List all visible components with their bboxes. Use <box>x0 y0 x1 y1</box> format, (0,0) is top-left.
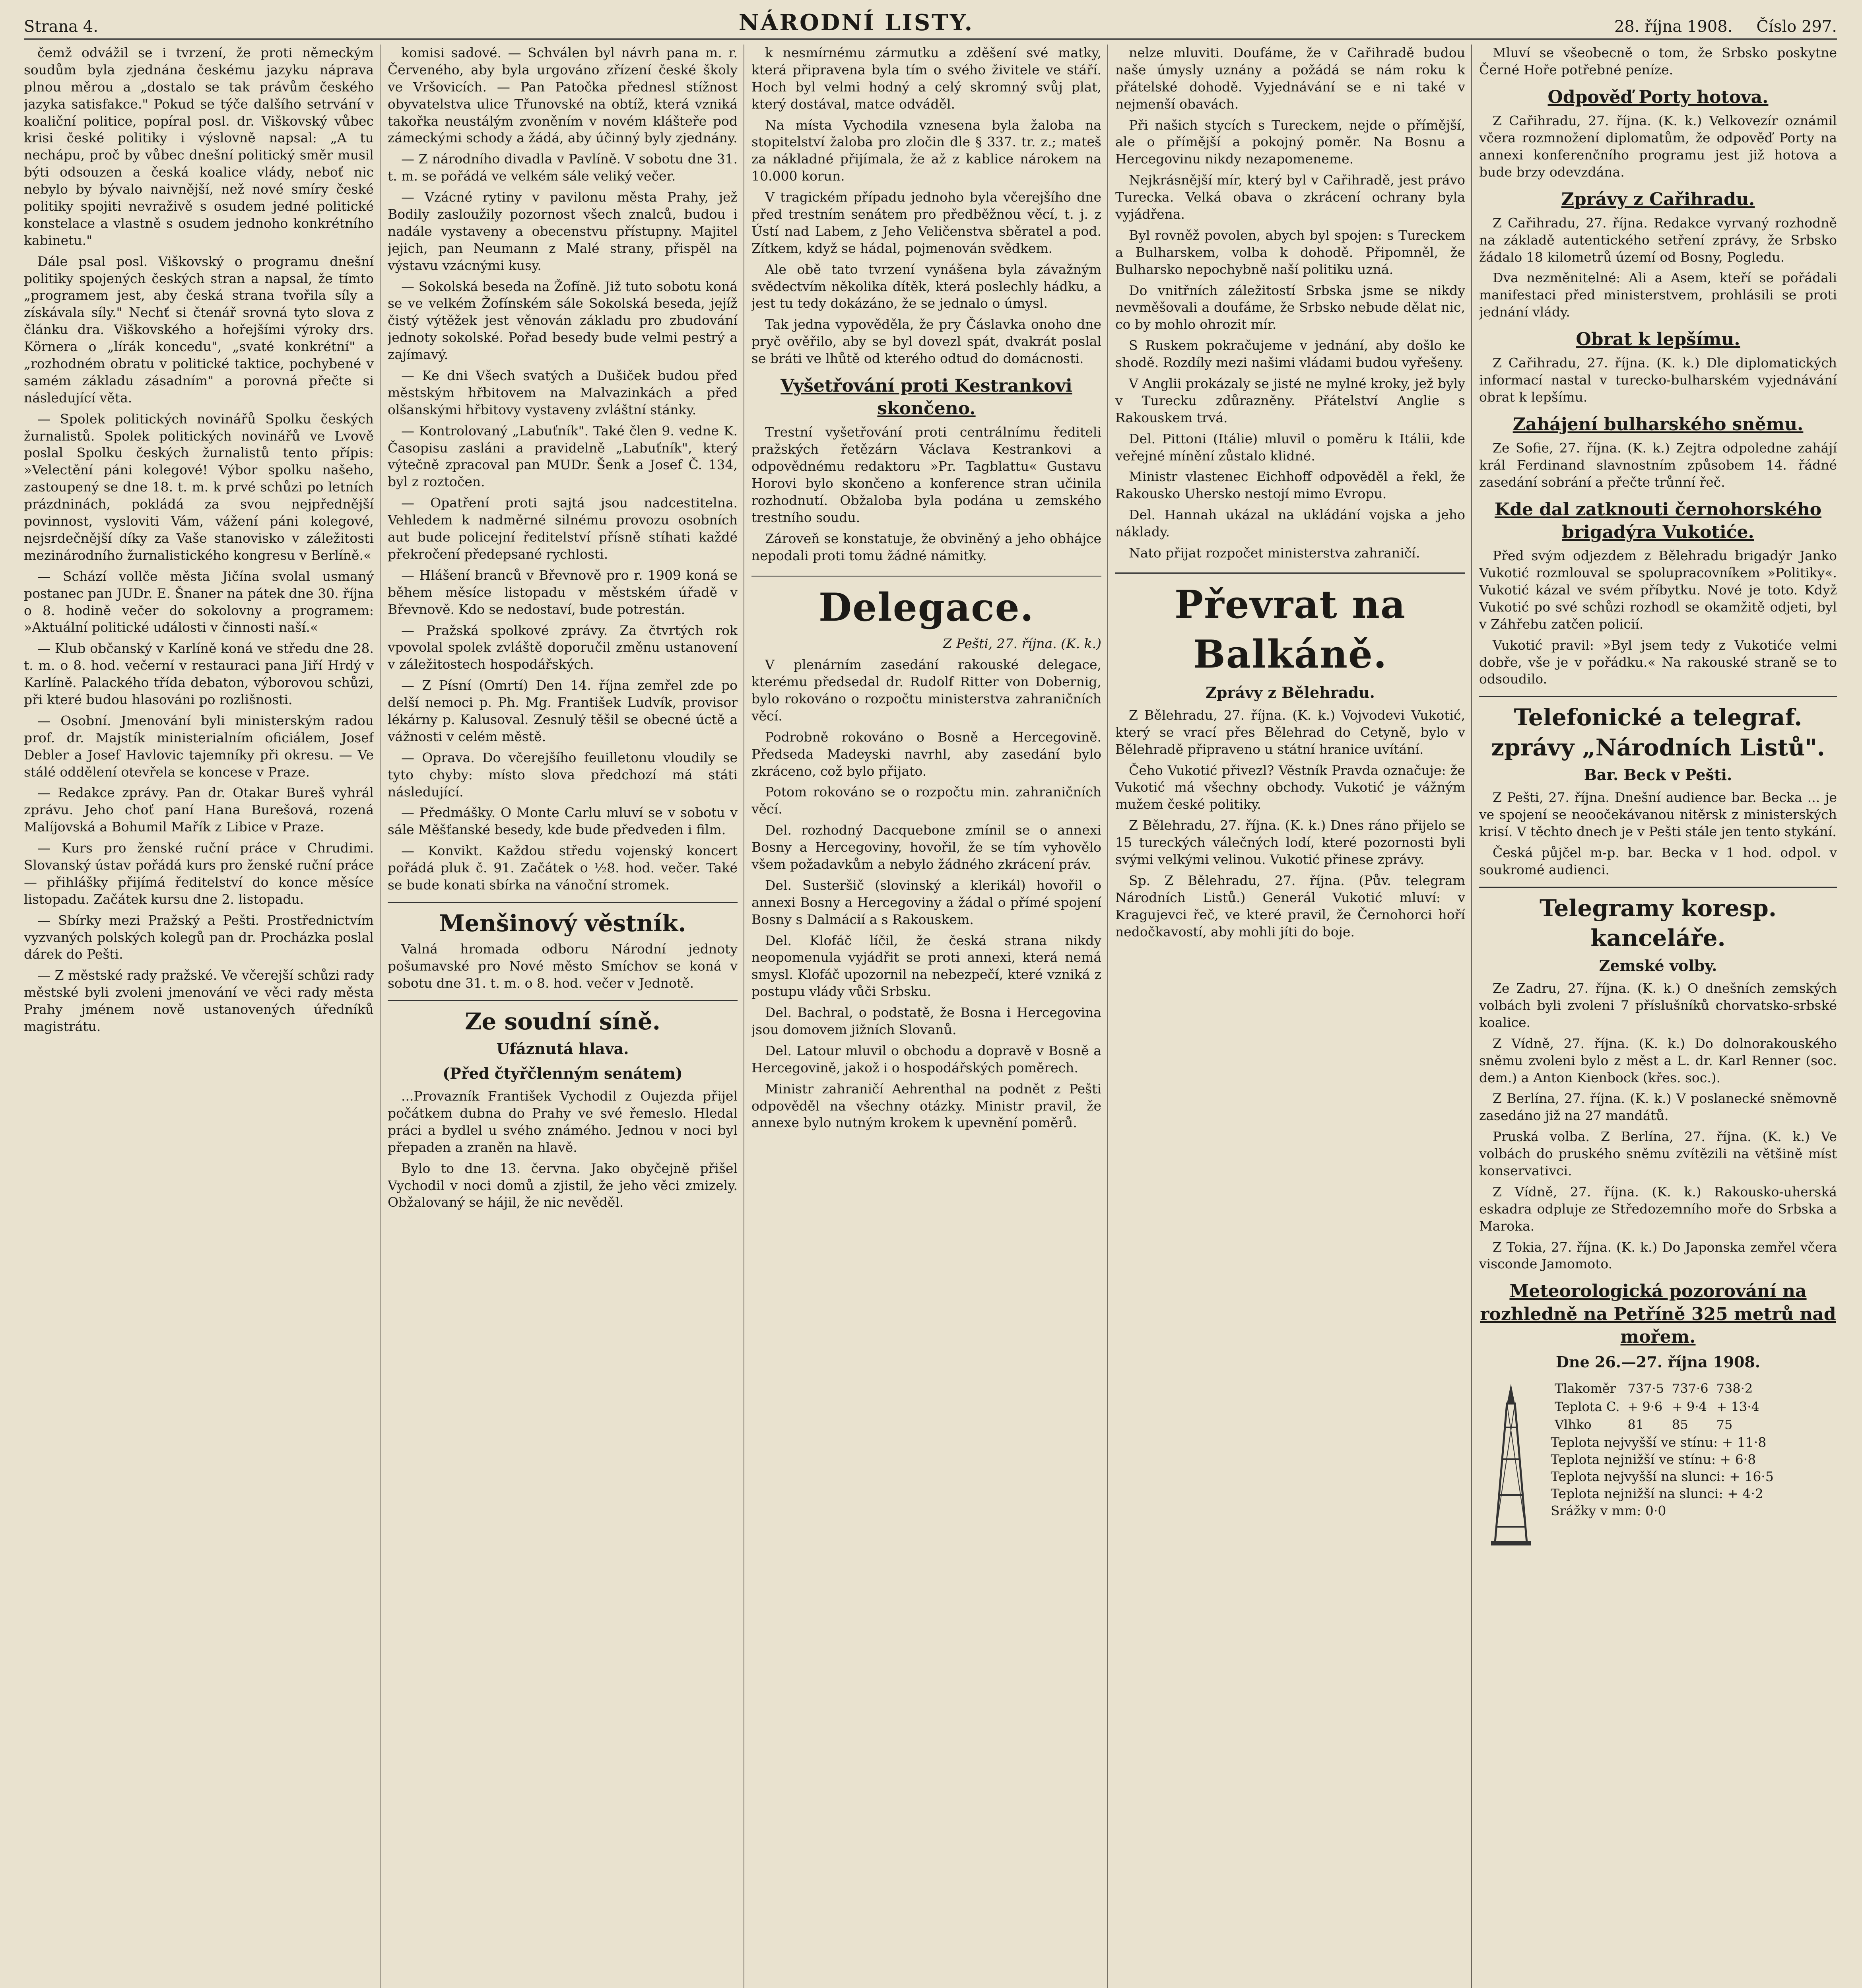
paragraph: Tak jedna vypověděla, že pry Čáslavka onoho dne pryč ověřilo, aby se byl dovezl spát, dvakrát poslal se bráti ve lhůtě od kterého odtud do domácnosti. <box>751 316 1101 367</box>
table-cell: + 9·4 <box>1672 1399 1707 1414</box>
meteo-note: Teplota nejnižší na slunci: + 4·2 <box>1551 1485 1763 1501</box>
paragraph: — Pražská spolkové zprávy. Za čtvrtých rok vpovolal spolek zvláště doporučil změnu ustanovení v záležitostech hospodářských. <box>388 622 738 672</box>
paragraph: — Osobní. Jmenování byli ministerským radou prof. dr. Majstík ministerialním oficiálem, Josef Debler a Josef Havlovic tajemníky při okresu. — Ve stálé oddělení otevřela se koncese v Praze. <box>24 712 374 780</box>
paragraph: — Z Písní (Omrtí) Den 14. října zemřel zde po delší nemoci p. Ph. Mg. František Ludvík, provisor lékárny p. Kalusoval. Zesnulý těšil se obecné úctě a vážnosti v celém městě. <box>388 678 738 744</box>
column-2 <box>388 45 738 1988</box>
column-5 <box>1479 45 1837 1988</box>
table-cell: 737·6 <box>1672 1381 1709 1396</box>
paragraph: Vukotić pravil: »Byl jsem tedy z Vukotiće velmi dobře, vše je v pořádku.« Na rakouské straně se to odsoudilo. <box>1479 637 1837 687</box>
paragraph: — Sbírky mezi Pražský a Pešti. Prostřednictvím vyzvaných polských kolegů pan dr. Procházka poslal dárek do Pešti. <box>24 912 374 962</box>
article-subheading: Bar. Beck v Pešti. <box>1584 766 1732 784</box>
meteo-note: Teplota nejvyšší na slunci: + 16·5 <box>1551 1468 1774 1484</box>
petrin-tower-icon <box>1479 1380 1543 1547</box>
paragraph: Ze Zadru, 27. října. (K. k.) O dnešních zemských volbách byli zvoleni 7 příslušníků chorvatsko-srbské koalice. <box>1479 980 1837 1030</box>
table-cell: Tlakoměr <box>1555 1381 1616 1396</box>
section-heading-soudni: Ze soudní síně. <box>388 1000 738 1037</box>
column-divider <box>1471 45 1472 1988</box>
paragraph: Na místa Vychodila vznesena byla žaloba na stopitelství žaloba pro zločin dle § 337. tr. z.; mateš za nákladné přijímala, že až z kablice nárokem na 10.000 korun. <box>751 117 1101 184</box>
paragraph: Z Cařihradu, 27. října. (K. k.) Velkovezír oznámil včera rozmnožení diplomatům, že odpověď Porty na annexi konferenčního programu jest již hotova a bude brzy odevzdána. <box>1479 113 1837 180</box>
paragraph: Ale obě tato tvrzení vynášena byla závažným svědectvím několika dítěk, která poslechly hádku, a jest tu tedy dokázáno, že se jednalo o úmysl. <box>751 261 1101 311</box>
paragraph: Z Berlína, 27. října. (K. k.) V poslanecké sněmovně zasedáno již na 27 mandátů. <box>1479 1091 1837 1124</box>
meteo-table <box>1551 1380 1763 1434</box>
paragraph: V plenárním zasedání rakouské delegace, kterému předsedal dr. Rudolf Ritter von Dobernig, bylo rokováno o rozpočtu ministerstva zahraničních věcí. <box>751 657 1101 724</box>
paragraph: — Hlášení branců v Břevnově pro r. 1909 koná se během měsíce listopadu v městském úřadě v Břevnově. Kdo se nedostaví, bude potrestán. <box>388 567 738 617</box>
paragraph: Trestní vyšetřování proti centrálnímu řediteli pražských řetězárn Václava Kestrankovi a odpovědnému redaktoru »Pr. Tagblattu« Gustavu Horovi bylo skončeno a konference stran učinila rozhodnutí. Obžaloba byla podána u zemského trestního soudu. <box>751 424 1101 525</box>
paragraph: V Anglii prokázaly se jisté ne mylné kroky, jež byly v Turecku zdůrazněny. Přátelství Anglie s Rakouskem trvá. <box>1115 376 1465 425</box>
article-title: Kde dal zatknouti černohorského brigadýra Vukotiće. <box>1494 499 1822 542</box>
meteo-note: Srážky v mm: 0·0 <box>1551 1503 1666 1518</box>
header-date-issue <box>1614 17 1837 36</box>
paragraph: Del. rozhodný Dacquebone zmínil se o annexi Bosny a Hercegoviny, hovořil, že se tím vyhovělo všem požadavkům a nebylo žádného zkrácení práv. <box>751 822 1101 872</box>
paragraph: — Redakce zprávy. Pan dr. Otakar Bureš vyhrál zprávu. Jeho choť paní Hana Burešová, rozená Malíjovská a Bohumil Mařík z Libice v Praze. <box>24 785 374 835</box>
paragraph: Při našich stycích s Tureckem, nejde o přímější, ale o přímější a pokojný poměr. Na Bosnu a Hercegovinu nikdy nezapomeneme. <box>1115 117 1465 167</box>
paragraph: Nato přijat rozpočet ministerstva zahraničí. <box>1129 545 1420 561</box>
article-title-kestranek: Vyšetřování proti Kestrankovi skončeno. <box>781 376 1072 419</box>
article-subheading: Zprávy z Bělehradu. <box>1206 683 1375 701</box>
paragraph: Čeho Vukotić přivezl? Věstník Pravda označuje: že Vukotić má všechny obchody. Vukotić je vážným mužem české politiky. <box>1115 762 1465 812</box>
paragraph: Dále psal posl. Viškovský o programu dnešní politiky spojených českých stran a napsal, že tímto „programem jest, aby česká strana tvořila síly a získávala síly." Nechť si čtenář srovná tyto slova z článku dra. Viškovského a hořejšími výroky drs. Körnera o „lírák koncedu", „svaté konkrétní" a „rozhodném obratu v politické taktice, pochybené v samém základu zásadním" a porovná přečte si následující věta. <box>24 253 374 406</box>
paragraph: Z Vídně, 27. října. (K. k.) Do dolnorakouského sněmu zvoleni bylo z měst a L. dr. Karl Renner (soc. dem.) a Anton Kienbock (křes. soc.). <box>1479 1035 1837 1085</box>
paragraph: S Ruskem pokračujeme v jednání, aby došlo ke shodě. Rozdíly mezi našimi vládami budou vyřešeny. <box>1115 338 1465 371</box>
table-cell: Teplota C. <box>1555 1399 1620 1414</box>
table-row <box>1551 1416 1763 1434</box>
section-heading-mensinovy: Menšinový věstník. <box>388 902 738 938</box>
paragraph: Nejkrásnější mír, který byl v Cařihradě, jest právo Turecka. Velká obava o zkrácení ochrany byla vyjádřena. <box>1115 172 1465 222</box>
paragraph: — Ke dni Všech svatých a Dušiček budou před městským hřbitovem na Malvazinkách a před olšanskými hřbitovy vystaveny zvláštní stánky. <box>388 368 738 417</box>
article-subheading: Ufáznutá hlava. <box>496 1040 629 1058</box>
paragraph: V tragickém případu jednoho byla včerejšího dne před trestním senátem pro předběžnou věcí, t. j. z Ústí nad Labem, z Jeho Veličenstva sběratel a pod. Zítkem, když se hádal, pojmenován svědkem. <box>751 189 1101 256</box>
paragraph: Z Bělehradu, 27. října. (K. k.) Dnes ráno přijelo se 15 tureckých válečných lodí, které pozornosti byli svými velkými velinou. Vukotić přinese zprávy. <box>1115 817 1465 868</box>
article-subheading: (Před čtyřčlenným senátem) <box>443 1064 683 1082</box>
paragraph: Del. Hannah ukázal na ukládání vojska a jeho náklady. <box>1115 507 1465 540</box>
paragraph: Del. Klofáč líčil, že česká strana nikdy neopomenula vyjádřit se proti annexi, která nemá smysl. Klofáč upozornil na nebezpečí, které vzniká z postupu vlády vůči Srbsku. <box>751 932 1101 1000</box>
paragraph: nelze mluviti. Doufáme, že v Cařihradě budou naše úmysly uznány a požádá se nám roku k přátelské dohodě. Vyjednávání se e ni také v nejmenší obavách. <box>1115 45 1465 112</box>
article-title: Odpověď Porty hotova. <box>1547 87 1769 107</box>
paragraph: — Oprava. Do včerejšího feuilletonu vloudily se tyto chyby: místo slova předchozí má státi následující. <box>388 749 738 800</box>
paragraph: čemž odvážil se i tvrzení, že proti německým soudům byla zjednána českému jazyku náprava plnou měrou a „dostalo se tak právům českého jazyka satisfakce." Pokud se týče dalšího setrvání v koaliční politice, popíral posl. dr. Viškovský vůbec krisi české politiky i výslovně napsal: „A tu nechápu, proč by vůbec dnešní politický směr musil býti odsouzen a česká koalice vlády, neboť nic nebylo by bývalo naivnější, než nové smíry české politiky spojiti nevraživě s osudem jedné politické konstelace a vlastně s osudem jednoho konkrétního kabinetu." <box>24 45 374 248</box>
paragraph: Z Cařihradu, 27. října. Redakce vyrvaný rozhodně na základě autentického setření zprávy, že Srbsko žádalo 18 kilometrů území od Bosny, Pogledu. <box>1479 215 1837 265</box>
paragraph: Potom rokováno se o rozpočtu min. zahraničních věcí. <box>751 784 1101 817</box>
article-title: Obrat k lepšímu. <box>1576 329 1740 350</box>
table-cell: + 13·4 <box>1716 1399 1759 1414</box>
paragraph: Podrobně rokováno o Bosně a Hercegovině. Předseda Madeyski navrhl, aby zasedání bylo zkráceno, což bylo přijato. <box>751 729 1101 779</box>
paragraph: Pruská volba. Z Berlína, 27. října. (K. k.) Ve volbách do pruského sněmu zvítězili na většině míst konservativci. <box>1479 1129 1837 1178</box>
table-cell: 738·2 <box>1716 1381 1753 1396</box>
paragraph: — Konvikt. Každou středu vojenský koncert pořádá pluk č. 91. Začátek o ½8. hod. večer. Také se bude konati sbírka na vánoční stromek. <box>388 843 738 893</box>
table-cell: 737·5 <box>1627 1381 1664 1396</box>
section-heading-delegace: Delegace. <box>751 575 1101 633</box>
meteo-note: Teplota nejvyšší ve stínu: + 11·8 <box>1551 1435 1767 1450</box>
table-cell: + 9·6 <box>1627 1399 1663 1414</box>
paragraph: Z Cařihradu, 27. října. (K. k.) Dle diplomatických informací nastal v turecko-bulharském vyjednávání obrat k lepšímu. <box>1479 355 1837 405</box>
article-title: Zahájení bulharského sněmu. <box>1513 414 1804 435</box>
paragraph: — Vzácné rytiny v pavilonu města Prahy, jež Bodily zasloužily pozornost všech znalců, budou i nadále vystaveny a obecenstvu přístupny. Majitel jejich, pan Neumann z Malé strany, přispěl na výstavu vzácnými kusy. <box>388 189 738 273</box>
paragraph: komisi sadové. — Schválen byl návrh pana m. r. Červeného, aby byla urgováno zřízení české školy ve Vršovicích. — Pan Patočka přednesl stížnost obyvatelstva ulice Třunovské na obtíž, která vzniká takořka neustálým zvoněním v novém klášteře pod zámeckými schody a žádá, aby účinný byly zjednány. <box>388 45 738 146</box>
table-cell: 85 <box>1672 1417 1688 1433</box>
page-header <box>24 9 1837 40</box>
paragraph: Česká půjčel m-p. bar. Becka v 1 hod. odpol. v soukromé audienci. <box>1479 845 1837 878</box>
column-1 <box>24 45 374 1988</box>
meteo-note: Teplota nejnižší ve stínu: + 6·8 <box>1551 1451 1756 1467</box>
paragraph: Del. Pittoni (Itálie) mluvil o poměru k Itálii, kde veřejné mínění zůstalo klidné. <box>1115 431 1465 464</box>
paragraph: — Z národního divadla v Pavlíně. V sobotu dne 31. t. m. se pořádá ve velkém sále veliký večer. <box>388 151 738 184</box>
paragraph: Byl rovněž povolen, abych byl spojen: s Tureckem a Bulharskem, volba k dohodě. Připomněl, že Bulharsko nepochybně naší politiku uzná. <box>1115 227 1465 277</box>
paragraph: Sp. Z Bělehradu, 27. října. (Pův. telegram Národních Listů.) Generál Vukotić mluví: v Kragujevci řeč, ve které pravil, že Černohorci hoří nedočkavostí, aby mohli jíti do boje. <box>1115 872 1465 940</box>
paragraph: — Spolek politických novinářů Spolku českých žurnalistů. Spolek politických novinářů ve Lvově poslal Spolku českých žurnalistů tento přípis: »Velectění páni kolegové! Výbor spolku našeho, zastoupený se dne 18. t. m. k prvé schůzi po letních prázdninách, pokládá za svou nejpřednější povinnost, vysloviti Vám, vážení páni kolegové, nejsrdečnější díky za Vaše stanovisko v záležitosti mezinárodního žurnalistického kongresu v Berlíně.« <box>24 411 374 563</box>
dateline: Z Pešti, 27. října. (K. k.) <box>943 636 1101 652</box>
page-number: Strana 4. <box>24 17 98 36</box>
meteo-title: Meteorologická pozorování na rozhledně na Petříně 325 metrů nad mořem. <box>1480 1281 1836 1347</box>
issue-number: Číslo 297. <box>1756 17 1837 36</box>
paragraph: — Klub občanský v Karlíně koná ve středu dne 28. t. m. o 8. hod. večerní v restauraci pana Jiří Hrdý v Karlíně. Palackého třída debaton, výborovou schůzi, při které budou hlasováni po rozlišnosti. <box>24 641 374 707</box>
paragraph: Del. Susteršič (slovinský a klerikál) hovořil o annexi Bosny a Hercegoviny a žádal o přímé spojení Bosny s Dalmácií a s Rakouskem. <box>751 877 1101 927</box>
paragraph: Z Tokia, 27. října. (K. k.) Do Japonska zemřel včera visconde Jamomoto. <box>1479 1239 1837 1272</box>
column-divider <box>380 45 381 1988</box>
paragraph: — Kontrolovaný „Labuťník". Také člen 9. vedne K. Časopisu zasláni a pravidelně „Labuťník", který výtečně zpracoval pan MUDr. Šenk a Josef Č. 134, byl z roztočen. <box>388 423 738 490</box>
paragraph: Z Pešti, 27. října. Dnešní audience bar. Becka ... je ve spojení se neoočekávanou nitěrsk z ministerských krisí. V těchto dnech je v Pešti stále jen tento stykání. <box>1479 790 1837 840</box>
paragraph: — Sokolská beseda na Žofíně. Již tuto sobotu koná se ve velkém Žofínském sále Sokolská beseda, jejíž čistý výtěžek jest věnován základu pro zbudování jednoty sokolské. Pořad besedy bude velmi pestrý a zajímavý. <box>388 278 738 363</box>
paragraph: — Schází vollče města Jičína svolal usmaný postanec pan JUDr. E. Šnaner na pátek dne 30. října o 8. hodině večer do sokolovny a programem: »Aktuální politické události v činnosti naší.« <box>24 568 374 635</box>
paragraph: — Předmášky. O Monte Carlu mluví se v sobotu v sále Měšťanské besedy, kde bude předveden i film. <box>388 805 738 838</box>
meteo-date: Dne 26.—27. října 1908. <box>1555 1353 1761 1371</box>
column-4 <box>1115 45 1465 1988</box>
article-subheading: Zemské volby. <box>1599 956 1717 975</box>
masthead-title: NÁRODNÍ LISTY. <box>738 10 974 36</box>
paragraph: Ze Sofie, 27. října. (K. k.) Zejtra odpoledne zahájí král Ferdinand slavnostním způsobem 14. řádné zasedání sobrání a přečte trůnní řeč. <box>1479 440 1837 490</box>
paragraph: Bylo to dne 13. června. Jako obyčejně přišel Vychodil v noci domů a zjistil, že jeho věci zmizely. Obžalovaný se hájil, že nic nevěděl. <box>388 1160 738 1210</box>
paragraph: Del. Bachral, o podstatě, že Bosna i Hercegovina jsou domovem jižních Slovanů. <box>751 1005 1101 1038</box>
article-title: Zprávy z Cařihradu. <box>1561 189 1755 210</box>
section-heading-telefonicke: Telefonické a telegraf. zprávy „Národních Listů". <box>1479 696 1837 763</box>
paragraph: — Z městské rady pražské. Ve včerejší schůzi rady městské byli zvoleni jmenování ve věci rady města Prahy jménem nově ustanovených úředníků magistrátu. <box>24 967 374 1034</box>
column-divider <box>1107 45 1108 1988</box>
paragraph: ...Provazník František Vychodil z Oujezda přijel počátkem dubna do Prahy ve své řemeslo. Hledal práci a bydlel u svého známého. Jednou v noci byl přepaden a zraněn na hlavě. <box>388 1088 738 1155</box>
paragraph: Do vnitřních záležitostí Srbska jsme se nikdy nevměšovali a doufáme, že Srbsko nebude dělat nic, co by mohlo ohrozit mír. <box>1115 282 1465 332</box>
table-row <box>1551 1380 1763 1398</box>
paragraph: — Opatření proti sajtá jsou nadcestitelna. Vehledem k nadměrné silnému provozu osobních aut bude policejní ředitelství přísně stíhati každé překročení předepsané rychlosti. <box>388 495 738 562</box>
meteo-data <box>1551 1380 1774 1547</box>
section-heading-prevrat: Převrat na Balkáně. <box>1115 572 1465 679</box>
paragraph: k nesmírnému zármutku a zděšení své matky, která připravena byla tím o svého živitele ve stáří. Hoch byl velmi hodný a celý skromný svůj plat, který dostával, matce odváděl. <box>751 45 1101 112</box>
paragraph: Mluví se všeobecně o tom, že Srbsko poskytne Černé Hoře potřebné peníze. <box>1479 45 1837 78</box>
table-row <box>1551 1398 1763 1416</box>
table-cell: 81 <box>1627 1417 1644 1433</box>
meteo-block <box>1479 1380 1837 1547</box>
paragraph: Ministr vlastenec Eichhoff odpověděl a řekl, že Rakousko Uhersko nestojí mimo Evropu. <box>1115 469 1465 502</box>
section-heading-telegramy: Telegramy koresp. kanceláře. <box>1479 887 1837 953</box>
table-cell: 75 <box>1716 1417 1733 1433</box>
paragraph: Z Bělehradu, 27. října. (K. k.) Vojvodevi Vukotić, který se vrací přes Bělehrad do Cetyně, bylo v Bělehradě připraveno u státní hranice uvítání. <box>1115 707 1465 757</box>
paragraph: Dva nezměnitelné: Ali a Asem, kteří se pořádali manifestaci před ministerstvem, prohlásili se proti jednání vlády. <box>1479 270 1837 320</box>
issue-date: 28. října 1908. <box>1614 17 1733 36</box>
paragraph: Del. Latour mluvil o obchodu a dopravě v Bosně a Hercegovině, jakož i o hospodářských poměrech. <box>751 1043 1101 1076</box>
column-3 <box>751 45 1101 1988</box>
paragraph: Z Vídně, 27. října. (K. k.) Rakousko-uherská eskadra odpluje ze Středozemního moře do Srbska a Maroka. <box>1479 1184 1837 1234</box>
paragraph: Ministr zahraničí Aehrenthal na podnět z Pešti odpověděl na všechny otázky. Ministr pravil, že annexe bylo nutným krokem k upevnění poměrů. <box>751 1081 1101 1131</box>
table-cell: Vlhko <box>1555 1417 1592 1433</box>
paragraph: Valná hromada odboru Národní jednoty pošumavské pro Nové město Smíchov se koná v sobotu dne 31. t. m. o 8. hod. večer v Jednotě. <box>388 941 738 991</box>
paragraph: Před svým odjezdem z Bělehradu brigadýr Janko Vukotić rozmlouval se spolupracovníkem »Politiky«. Vukotić kázal ve svém příbytku. Nové je toto. Když Vukotić po své schůzi rozhodl se okamžitě odjeti, byl v Záhřebu zatčen policií. <box>1479 548 1837 632</box>
paragraph: Zároveň se konstatuje, že obviněný a jeho obhájce nepodali proti tomu žádné námitky. <box>751 530 1101 563</box>
paragraph: — Kurs pro ženské ruční práce v Chrudimi. Slovanský ústav pořádá kurs pro ženské ruční práce — přihlášky přijímá ředitelství do konce měsíce listopadu. Začátek kursu dne 2. listopadu. <box>24 840 374 907</box>
